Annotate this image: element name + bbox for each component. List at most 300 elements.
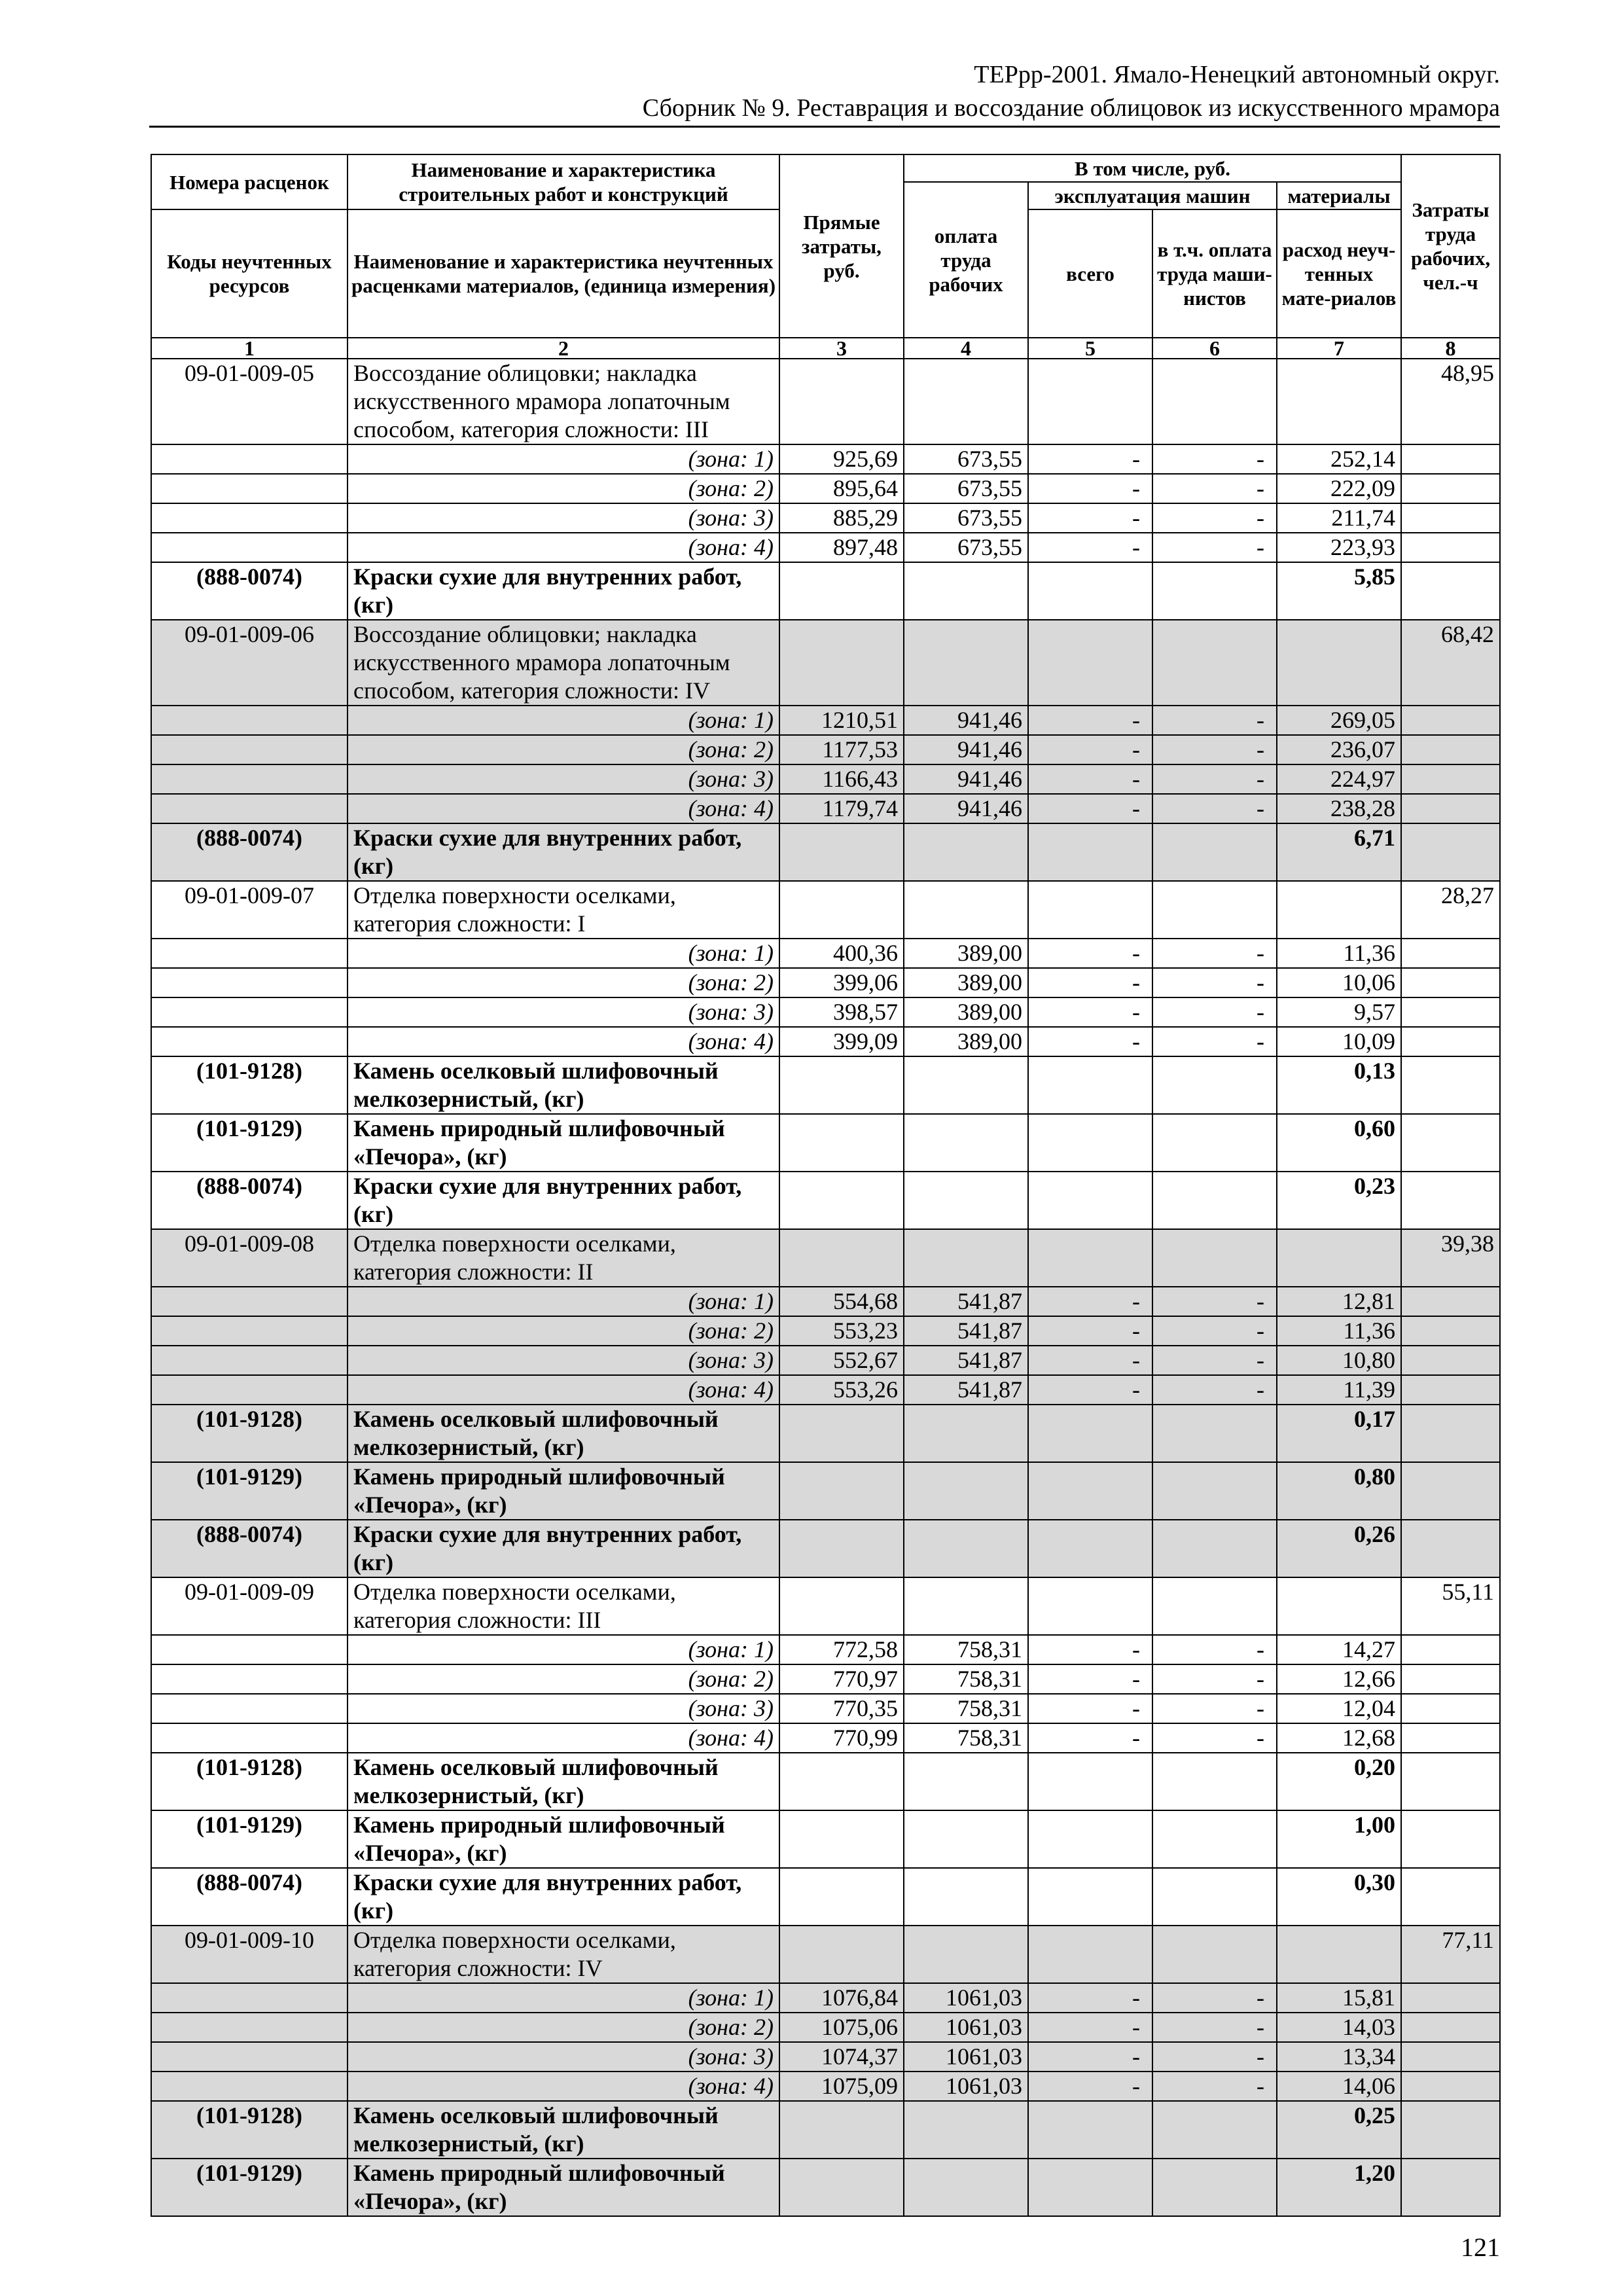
col-number: 7 bbox=[1277, 338, 1401, 359]
labor-pay: 541,87 bbox=[904, 1375, 1028, 1405]
empty-cell bbox=[1401, 735, 1500, 764]
rate-row bbox=[151, 620, 1500, 706]
material-name: Камень оселковый шлифовочный мелкозернистый, (кг) bbox=[348, 1056, 779, 1114]
machines-total: - bbox=[1028, 503, 1152, 533]
group-materials: материалы bbox=[1277, 182, 1401, 209]
machines-total: - bbox=[1028, 1664, 1152, 1694]
col-machines-total: всего bbox=[1028, 209, 1152, 338]
empty-cell bbox=[779, 620, 904, 706]
material-name: Краски сухие для внутренних работ, (кг) bbox=[348, 823, 779, 881]
material-name: Краски сухие для внутренних работ, (кг) bbox=[348, 562, 779, 620]
rate-row bbox=[151, 359, 1500, 444]
empty-cell bbox=[1401, 823, 1500, 881]
empty-cell bbox=[1028, 1405, 1152, 1462]
labor-pay: 758,31 bbox=[904, 1694, 1028, 1723]
direct-costs: 399,06 bbox=[779, 968, 904, 997]
empty-cell bbox=[1401, 474, 1500, 503]
materials-cost: 223,93 bbox=[1277, 533, 1401, 562]
zone-label: (зона: 1) bbox=[348, 1287, 779, 1316]
col-number: 6 bbox=[1152, 338, 1277, 359]
machines-total: - bbox=[1028, 1027, 1152, 1056]
materials-cost: 211,74 bbox=[1277, 503, 1401, 533]
direct-costs: 1166,43 bbox=[779, 764, 904, 794]
empty-cell bbox=[1401, 1983, 1500, 2013]
material-row bbox=[151, 1114, 1500, 1172]
empty-cell bbox=[1401, 1405, 1500, 1462]
empty-cell bbox=[904, 1229, 1028, 1287]
machinist-pay: - bbox=[1152, 997, 1277, 1027]
materials-cost: 12,66 bbox=[1277, 1664, 1401, 1694]
empty-cell bbox=[904, 1753, 1028, 1810]
table-header bbox=[151, 154, 1500, 359]
zone-label: (зона: 2) bbox=[348, 1316, 779, 1346]
zone-label: (зона: 4) bbox=[348, 1375, 779, 1405]
machines-total: - bbox=[1028, 968, 1152, 997]
material-quantity: 5,85 bbox=[1277, 562, 1401, 620]
empty-cell bbox=[779, 1520, 904, 1577]
labor-pay: 1061,03 bbox=[904, 1983, 1028, 2013]
zone-row bbox=[151, 706, 1500, 735]
empty-cell bbox=[1401, 1753, 1500, 1810]
empty-cell bbox=[1152, 2101, 1277, 2159]
rate-code: 09-01-009-07 bbox=[151, 881, 348, 939]
empty-cell bbox=[1401, 1723, 1500, 1753]
col-materials-consumption: расход неуч-тенных мате-риалов bbox=[1277, 209, 1401, 338]
empty-cell bbox=[1401, 1027, 1500, 1056]
machinist-pay: - bbox=[1152, 939, 1277, 968]
empty-cell bbox=[779, 359, 904, 444]
empty-cell bbox=[904, 1810, 1028, 1868]
table-body bbox=[151, 359, 1500, 2216]
direct-costs: 1076,84 bbox=[779, 1983, 904, 2013]
empty-cell bbox=[904, 1462, 1028, 1520]
empty-cell bbox=[151, 1346, 348, 1375]
material-quantity: 0,23 bbox=[1277, 1172, 1401, 1229]
empty-cell bbox=[1028, 1520, 1152, 1577]
materials-cost: 12,81 bbox=[1277, 1287, 1401, 1316]
empty-cell bbox=[1401, 1694, 1500, 1723]
zone-row bbox=[151, 1316, 1500, 1346]
empty-cell bbox=[779, 1405, 904, 1462]
empty-cell bbox=[779, 1172, 904, 1229]
empty-cell bbox=[1277, 1926, 1401, 1983]
machines-total: - bbox=[1028, 1635, 1152, 1664]
machinist-pay: - bbox=[1152, 1027, 1277, 1056]
empty-cell bbox=[151, 1316, 348, 1346]
direct-costs: 398,57 bbox=[779, 997, 904, 1027]
empty-cell bbox=[1401, 2072, 1500, 2101]
machinist-pay: - bbox=[1152, 706, 1277, 735]
rate-code: 09-01-009-10 bbox=[151, 1926, 348, 1983]
rates-table bbox=[151, 154, 1501, 2217]
empty-cell bbox=[1277, 881, 1401, 939]
zone-label: (зона: 1) bbox=[348, 939, 779, 968]
material-quantity: 0,26 bbox=[1277, 1520, 1401, 1577]
labor-pay: 541,87 bbox=[904, 1287, 1028, 1316]
empty-cell bbox=[779, 1056, 904, 1114]
labor-pay: 758,31 bbox=[904, 1723, 1028, 1753]
direct-costs: 885,29 bbox=[779, 503, 904, 533]
empty-cell bbox=[1152, 1753, 1277, 1810]
empty-cell bbox=[1152, 1056, 1277, 1114]
material-row bbox=[151, 1056, 1500, 1114]
rate-row bbox=[151, 881, 1500, 939]
zone-row bbox=[151, 1723, 1500, 1753]
materials-cost: 14,06 bbox=[1277, 2072, 1401, 2101]
empty-cell bbox=[1028, 359, 1152, 444]
rate-name: Отделка поверхности оселками, категория сложности: II bbox=[348, 1229, 779, 1287]
machinist-pay: - bbox=[1152, 1346, 1277, 1375]
empty-cell bbox=[1277, 1577, 1401, 1635]
material-row bbox=[151, 1868, 1500, 1926]
labor-costs: 55,11 bbox=[1401, 1577, 1500, 1635]
material-code: (101-9129) bbox=[151, 1462, 348, 1520]
material-row bbox=[151, 2159, 1500, 2216]
labor-pay: 673,55 bbox=[904, 474, 1028, 503]
direct-costs: 553,23 bbox=[779, 1316, 904, 1346]
machinist-pay: - bbox=[1152, 1375, 1277, 1405]
machinist-pay: - bbox=[1152, 1983, 1277, 2013]
col-resource-codes: Коды неучтенных ресурсов bbox=[151, 209, 348, 338]
machines-total: - bbox=[1028, 1983, 1152, 2013]
machinist-pay: - bbox=[1152, 1316, 1277, 1346]
material-quantity: 6,71 bbox=[1277, 823, 1401, 881]
machinist-pay: - bbox=[1152, 2042, 1277, 2072]
zone-label: (зона: 4) bbox=[348, 2072, 779, 2101]
empty-cell bbox=[904, 359, 1028, 444]
column-numbers-row bbox=[151, 338, 1500, 359]
empty-cell bbox=[904, 1868, 1028, 1926]
machinist-pay: - bbox=[1152, 474, 1277, 503]
zone-label: (зона: 1) bbox=[348, 444, 779, 474]
material-name: Камень оселковый шлифовочный мелкозернистый, (кг) bbox=[348, 1753, 779, 1810]
materials-cost: 11,36 bbox=[1277, 939, 1401, 968]
col-number: 4 bbox=[904, 338, 1028, 359]
labor-pay: 389,00 bbox=[904, 968, 1028, 997]
col-labor-costs: Затраты труда рабочих, чел.-ч bbox=[1401, 154, 1500, 338]
empty-cell bbox=[904, 881, 1028, 939]
zone-label: (зона: 1) bbox=[348, 1983, 779, 2013]
materials-cost: 222,09 bbox=[1277, 474, 1401, 503]
empty-cell bbox=[1401, 1287, 1500, 1316]
rate-code: 09-01-009-09 bbox=[151, 1577, 348, 1635]
empty-cell bbox=[151, 939, 348, 968]
zone-row bbox=[151, 2042, 1500, 2072]
empty-cell bbox=[151, 2042, 348, 2072]
empty-cell bbox=[1028, 823, 1152, 881]
empty-cell bbox=[1028, 881, 1152, 939]
empty-cell bbox=[1401, 1056, 1500, 1114]
empty-cell bbox=[151, 1375, 348, 1405]
machinist-pay: - bbox=[1152, 968, 1277, 997]
empty-cell bbox=[904, 1114, 1028, 1172]
empty-cell bbox=[1028, 1810, 1152, 1868]
empty-cell bbox=[1401, 794, 1500, 823]
material-row bbox=[151, 562, 1500, 620]
document-header-title: ТЕРрр-2001. Ямало-Ненецкий автономный округ. bbox=[974, 61, 1500, 88]
material-code: (888-0074) bbox=[151, 1868, 348, 1926]
empty-cell bbox=[1152, 1462, 1277, 1520]
zone-row bbox=[151, 968, 1500, 997]
zone-row bbox=[151, 997, 1500, 1027]
machines-total: - bbox=[1028, 1723, 1152, 1753]
empty-cell bbox=[904, 1405, 1028, 1462]
empty-cell bbox=[1028, 1462, 1152, 1520]
labor-pay: 541,87 bbox=[904, 1316, 1028, 1346]
labor-pay: 1061,03 bbox=[904, 2013, 1028, 2042]
empty-cell bbox=[1401, 2013, 1500, 2042]
direct-costs: 770,99 bbox=[779, 1723, 904, 1753]
labor-costs: 39,38 bbox=[1401, 1229, 1500, 1287]
empty-cell bbox=[151, 735, 348, 764]
material-row bbox=[151, 1405, 1500, 1462]
empty-cell bbox=[1401, 2159, 1500, 2216]
empty-cell bbox=[779, 1577, 904, 1635]
col-rate-numbers: Номера расценок bbox=[151, 154, 348, 209]
material-quantity: 0,80 bbox=[1277, 1462, 1401, 1520]
empty-cell bbox=[151, 1027, 348, 1056]
zone-label: (зона: 4) bbox=[348, 1723, 779, 1753]
empty-cell bbox=[1401, 1520, 1500, 1577]
empty-cell bbox=[1401, 968, 1500, 997]
empty-cell bbox=[779, 562, 904, 620]
zone-label: (зона: 2) bbox=[348, 968, 779, 997]
empty-cell bbox=[904, 1520, 1028, 1577]
zone-row bbox=[151, 1664, 1500, 1694]
empty-cell bbox=[904, 2159, 1028, 2216]
empty-cell bbox=[1152, 1810, 1277, 1868]
machinist-pay: - bbox=[1152, 735, 1277, 764]
empty-cell bbox=[1028, 562, 1152, 620]
group-including: В том числе, руб. bbox=[904, 154, 1401, 182]
direct-costs: 554,68 bbox=[779, 1287, 904, 1316]
material-code: (888-0074) bbox=[151, 562, 348, 620]
empty-cell bbox=[904, 1926, 1028, 1983]
material-row bbox=[151, 2101, 1500, 2159]
direct-costs: 400,36 bbox=[779, 939, 904, 968]
materials-cost: 224,97 bbox=[1277, 764, 1401, 794]
zone-row bbox=[151, 1027, 1500, 1056]
machinist-pay: - bbox=[1152, 1287, 1277, 1316]
machinist-pay: - bbox=[1152, 1635, 1277, 1664]
labor-pay: 941,46 bbox=[904, 735, 1028, 764]
col-number: 3 bbox=[779, 338, 904, 359]
machines-total: - bbox=[1028, 444, 1152, 474]
page-number: 121 bbox=[1461, 2233, 1500, 2262]
empty-cell bbox=[151, 794, 348, 823]
material-code: (101-9129) bbox=[151, 1810, 348, 1868]
empty-cell bbox=[1028, 1753, 1152, 1810]
direct-costs: 772,58 bbox=[779, 1635, 904, 1664]
material-quantity: 1,20 bbox=[1277, 2159, 1401, 2216]
material-code: (101-9128) bbox=[151, 1405, 348, 1462]
empty-cell bbox=[1401, 1810, 1500, 1868]
direct-costs: 770,35 bbox=[779, 1694, 904, 1723]
material-code: (101-9128) bbox=[151, 1753, 348, 1810]
empty-cell bbox=[151, 474, 348, 503]
empty-cell bbox=[779, 1926, 904, 1983]
empty-cell bbox=[1152, 1405, 1277, 1462]
direct-costs: 925,69 bbox=[779, 444, 904, 474]
direct-costs: 552,67 bbox=[779, 1346, 904, 1375]
machines-total: - bbox=[1028, 764, 1152, 794]
direct-costs: 1210,51 bbox=[779, 706, 904, 735]
rate-row bbox=[151, 1577, 1500, 1635]
machines-total: - bbox=[1028, 1287, 1152, 1316]
empty-cell bbox=[779, 823, 904, 881]
labor-costs: 48,95 bbox=[1401, 359, 1500, 444]
material-row bbox=[151, 1462, 1500, 1520]
materials-cost: 14,27 bbox=[1277, 1635, 1401, 1664]
col-number: 5 bbox=[1028, 338, 1152, 359]
empty-cell bbox=[779, 1114, 904, 1172]
machinist-pay: - bbox=[1152, 2013, 1277, 2042]
zone-label: (зона: 3) bbox=[348, 2042, 779, 2072]
machines-total: - bbox=[1028, 474, 1152, 503]
col-number: 2 bbox=[348, 338, 779, 359]
zone-row bbox=[151, 1375, 1500, 1405]
empty-cell bbox=[779, 881, 904, 939]
empty-cell bbox=[779, 1753, 904, 1810]
zone-row bbox=[151, 1635, 1500, 1664]
labor-pay: 941,46 bbox=[904, 764, 1028, 794]
material-name: Камень оселковый шлифовочный мелкозернистый, (кг) bbox=[348, 2101, 779, 2159]
empty-cell bbox=[1277, 620, 1401, 706]
empty-cell bbox=[1401, 1664, 1500, 1694]
materials-cost: 9,57 bbox=[1277, 997, 1401, 1027]
material-row bbox=[151, 1810, 1500, 1868]
empty-cell bbox=[904, 1577, 1028, 1635]
zone-label: (зона: 4) bbox=[348, 794, 779, 823]
empty-cell bbox=[779, 1462, 904, 1520]
materials-cost: 11,36 bbox=[1277, 1316, 1401, 1346]
material-name: Камень природный шлифовочный «Печора», (кг) bbox=[348, 1114, 779, 1172]
document-header-subtitle: Сборник № 9. Реставрация и воссоздание облицовок из искусственного мрамора bbox=[642, 94, 1500, 122]
empty-cell bbox=[1401, 533, 1500, 562]
rate-name: Воссоздание облицовки; накладка искусственного мрамора лопаточным способом, категория сложности: III bbox=[348, 359, 779, 444]
direct-costs: 1075,09 bbox=[779, 2072, 904, 2101]
empty-cell bbox=[1277, 1229, 1401, 1287]
material-name: Краски сухие для внутренних работ, (кг) bbox=[348, 1868, 779, 1926]
empty-cell bbox=[1401, 1462, 1500, 1520]
material-row bbox=[151, 1172, 1500, 1229]
material-name: Краски сухие для внутренних работ, (кг) bbox=[348, 1172, 779, 1229]
empty-cell bbox=[1152, 620, 1277, 706]
material-row bbox=[151, 1753, 1500, 1810]
machines-total: - bbox=[1028, 1346, 1152, 1375]
empty-cell bbox=[779, 2159, 904, 2216]
empty-cell bbox=[151, 1983, 348, 2013]
empty-cell bbox=[1028, 1172, 1152, 1229]
materials-cost: 15,81 bbox=[1277, 1983, 1401, 2013]
zone-label: (зона: 4) bbox=[348, 533, 779, 562]
labor-pay: 389,00 bbox=[904, 997, 1028, 1027]
zone-row bbox=[151, 2072, 1500, 2101]
empty-cell bbox=[151, 533, 348, 562]
material-row bbox=[151, 823, 1500, 881]
materials-cost: 13,34 bbox=[1277, 2042, 1401, 2072]
materials-cost: 10,80 bbox=[1277, 1346, 1401, 1375]
empty-cell bbox=[1152, 1114, 1277, 1172]
header-divider bbox=[149, 126, 1500, 128]
empty-cell bbox=[1152, 1229, 1277, 1287]
material-code: (101-9128) bbox=[151, 1056, 348, 1114]
zone-label: (зона: 2) bbox=[348, 735, 779, 764]
labor-costs: 77,11 bbox=[1401, 1926, 1500, 1983]
labor-costs: 28,27 bbox=[1401, 881, 1500, 939]
empty-cell bbox=[1028, 1926, 1152, 1983]
machinist-pay: - bbox=[1152, 533, 1277, 562]
empty-cell bbox=[1028, 1868, 1152, 1926]
labor-pay: 758,31 bbox=[904, 1664, 1028, 1694]
machines-total: - bbox=[1028, 2042, 1152, 2072]
machines-total: - bbox=[1028, 1375, 1152, 1405]
rate-row bbox=[151, 1229, 1500, 1287]
empty-cell bbox=[904, 1056, 1028, 1114]
machines-total: - bbox=[1028, 1694, 1152, 1723]
material-name: Камень природный шлифовочный «Печора», (кг) bbox=[348, 2159, 779, 2216]
direct-costs: 553,26 bbox=[779, 1375, 904, 1405]
direct-costs: 399,09 bbox=[779, 1027, 904, 1056]
col-labor-pay: оплата труда рабочих bbox=[904, 182, 1028, 338]
direct-costs: 1075,06 bbox=[779, 2013, 904, 2042]
rate-name: Отделка поверхности оселками, категория сложности: IV bbox=[348, 1926, 779, 1983]
empty-cell bbox=[151, 503, 348, 533]
zone-label: (зона: 3) bbox=[348, 1346, 779, 1375]
empty-cell bbox=[1401, 1635, 1500, 1664]
labor-pay: 758,31 bbox=[904, 1635, 1028, 1664]
labor-pay: 389,00 bbox=[904, 939, 1028, 968]
rate-row bbox=[151, 1926, 1500, 1983]
empty-cell bbox=[1152, 359, 1277, 444]
machinist-pay: - bbox=[1152, 1664, 1277, 1694]
material-code: (888-0074) bbox=[151, 1172, 348, 1229]
empty-cell bbox=[904, 1172, 1028, 1229]
empty-cell bbox=[1401, 939, 1500, 968]
empty-cell bbox=[1152, 1868, 1277, 1926]
material-quantity: 0,20 bbox=[1277, 1753, 1401, 1810]
zone-label: (зона: 1) bbox=[348, 1635, 779, 1664]
empty-cell bbox=[1152, 1926, 1277, 1983]
col-machinist-pay: в т.ч. оплата труда маши-нистов bbox=[1152, 209, 1277, 338]
empty-cell bbox=[1152, 1577, 1277, 1635]
material-name: Камень природный шлифовочный «Печора», (кг) bbox=[348, 1810, 779, 1868]
direct-costs: 1074,37 bbox=[779, 2042, 904, 2072]
material-quantity: 0,17 bbox=[1277, 1405, 1401, 1462]
empty-cell bbox=[779, 2101, 904, 2159]
zone-label: (зона: 2) bbox=[348, 474, 779, 503]
material-name: Краски сухие для внутренних работ, (кг) bbox=[348, 1520, 779, 1577]
materials-cost: 14,03 bbox=[1277, 2013, 1401, 2042]
machines-total: - bbox=[1028, 1316, 1152, 1346]
labor-pay: 1061,03 bbox=[904, 2072, 1028, 2101]
empty-cell bbox=[779, 1810, 904, 1868]
direct-costs: 895,64 bbox=[779, 474, 904, 503]
direct-costs: 1177,53 bbox=[779, 735, 904, 764]
labor-costs: 68,42 bbox=[1401, 620, 1500, 706]
material-code: (888-0074) bbox=[151, 1520, 348, 1577]
zone-label: (зона: 3) bbox=[348, 503, 779, 533]
rate-name: Отделка поверхности оселками, категория сложности: I bbox=[348, 881, 779, 939]
direct-costs: 770,97 bbox=[779, 1664, 904, 1694]
material-code: (101-9129) bbox=[151, 2159, 348, 2216]
zone-row bbox=[151, 794, 1500, 823]
empty-cell bbox=[1152, 1172, 1277, 1229]
rate-code: 09-01-009-08 bbox=[151, 1229, 348, 1287]
zone-label: (зона: 3) bbox=[348, 997, 779, 1027]
empty-cell bbox=[779, 1229, 904, 1287]
empty-cell bbox=[1401, 997, 1500, 1027]
